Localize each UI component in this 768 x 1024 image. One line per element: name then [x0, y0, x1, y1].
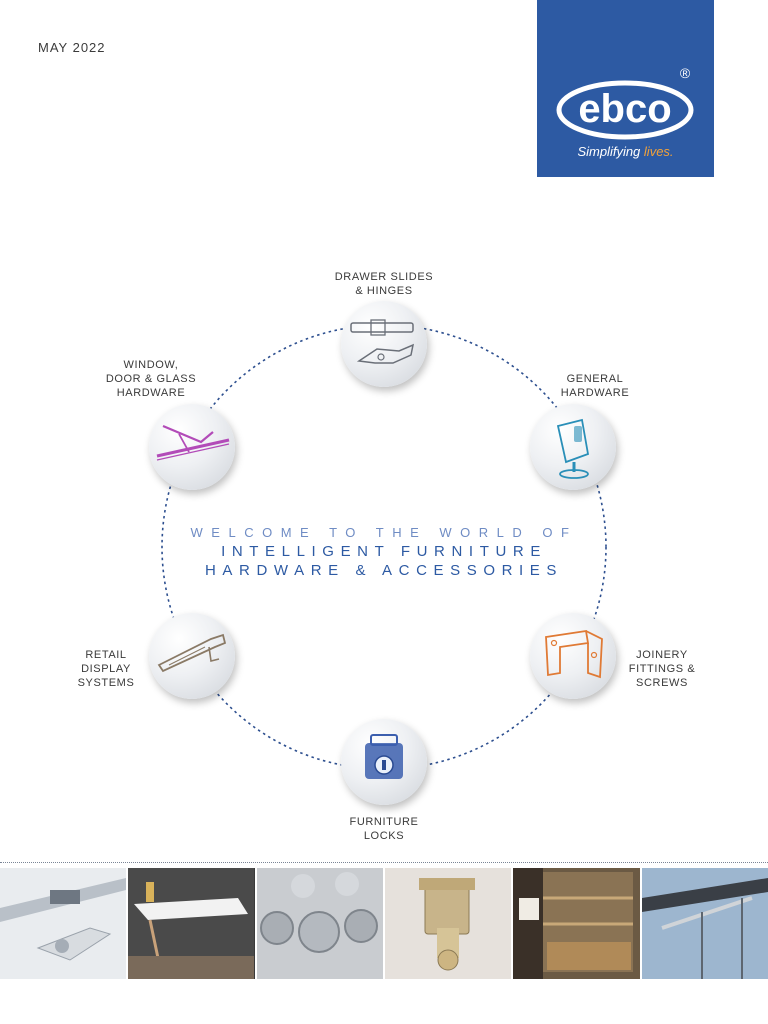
photo-strip-divider	[0, 862, 768, 863]
category-node-joinery[interactable]	[530, 613, 616, 699]
corner-bracket-icon	[530, 613, 616, 699]
category-node-window[interactable]	[149, 404, 235, 490]
category-node-locks[interactable]	[341, 719, 427, 805]
category-node-drawer[interactable]	[341, 301, 427, 387]
window-stay-icon	[149, 404, 235, 490]
category-label-retail: RETAIL DISPLAY SYSTEMS	[77, 649, 135, 689]
photo-window-stay	[642, 868, 768, 979]
logo-wordmark: ebco	[578, 87, 672, 131]
category-label-locks: FURNITURE LOCKS	[349, 816, 419, 842]
cabinet-leg-icon	[530, 404, 616, 490]
registered-mark: ®	[679, 65, 691, 81]
photo-strip	[0, 868, 768, 979]
folding-table-photo-icon	[128, 868, 254, 979]
display-bracket-icon	[149, 613, 235, 699]
category-label-drawer: DRAWER SLIDES & HINGES	[334, 271, 434, 297]
lock-icon	[341, 719, 427, 805]
photo-connector-fittings	[257, 868, 385, 979]
category-node-retail[interactable]	[149, 613, 235, 699]
photo-shelving-unit	[513, 868, 641, 979]
category-node-general[interactable]	[530, 404, 616, 490]
category-label-general: GENERAL HARDWARE	[560, 373, 630, 399]
page-footer-space	[0, 979, 768, 1024]
photo-drawer-slides	[0, 868, 128, 979]
drawer-lock-photo-icon	[385, 868, 511, 979]
tagline-accent: lives.	[643, 144, 674, 159]
headline-line-2: HARDWARE & ACCESSORIES	[204, 562, 564, 579]
tagline-main: Simplifying	[577, 144, 641, 159]
category-label-window: WINDOW, DOOR & GLASS HARDWARE	[105, 359, 197, 399]
shelving-unit-photo-icon	[513, 868, 639, 979]
welcome-line: WELCOME TO THE WORLD OF	[190, 525, 578, 540]
issue-date: MAY 2022	[38, 40, 106, 55]
window-stay-photo-icon	[642, 868, 768, 979]
photo-folding-table	[128, 868, 256, 979]
photo-drawer-lock	[385, 868, 513, 979]
drawer-slide-photo-icon	[0, 868, 126, 979]
connector-fittings-photo-icon	[257, 868, 383, 979]
headline-line-1: INTELLIGENT FURNITURE	[221, 543, 547, 560]
drawer-slide-icon	[341, 301, 427, 387]
category-label-joinery: JOINERY FITTINGS & SCREWS	[628, 649, 696, 689]
